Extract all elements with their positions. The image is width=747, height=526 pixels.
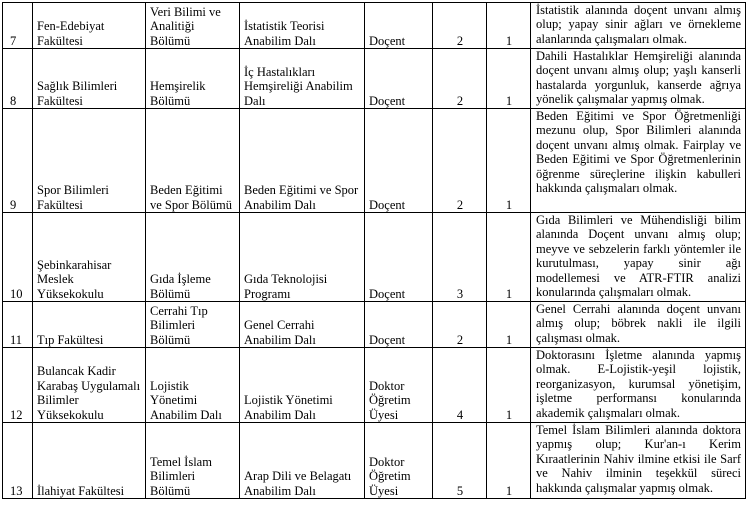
description-cell bbox=[531, 109, 746, 213]
count2-cell: 1 bbox=[487, 348, 531, 423]
department-cell: Cerrahi Tıp Bilimleri Bölümü bbox=[146, 302, 240, 348]
title-cell: Doktor Öğretim Üyesi bbox=[365, 423, 433, 499]
department-cell: Hemşirelik Bölümü bbox=[146, 49, 240, 109]
row-number: 7 bbox=[3, 3, 33, 49]
table-row bbox=[3, 348, 746, 423]
department-cell: Veri Bilimi ve Analitiği Bölümü bbox=[146, 3, 240, 49]
table-row bbox=[3, 3, 746, 49]
count1-cell: 2 bbox=[433, 302, 487, 348]
row-number: 12 bbox=[3, 348, 33, 423]
description-text: İstatistik alanında doçent unvanı almış olup; yapay sinir ağları ve örnekleme alanlarında çalışmaları olmak. bbox=[536, 3, 741, 46]
count1-cell: 2 bbox=[433, 49, 487, 109]
faculty-cell: İlahiyat Fakültesi bbox=[33, 423, 146, 499]
count1-cell: 2 bbox=[433, 109, 487, 213]
description-cell bbox=[531, 213, 746, 302]
description-cell bbox=[531, 348, 746, 423]
row-number: 11 bbox=[3, 302, 33, 348]
description-cell bbox=[531, 49, 746, 109]
description-cell bbox=[531, 3, 746, 49]
faculty-cell: Fen-Edebiyat Fakültesi bbox=[33, 3, 146, 49]
faculty-cell: Spor Bilimleri Fakültesi bbox=[33, 109, 146, 213]
description-text: Genel Cerrahi alanında doçent unvanı almış olup; böbrek nakli ile ilgili çalışması olmak. bbox=[536, 302, 741, 345]
count2-cell: 1 bbox=[487, 302, 531, 348]
faculty-cell: Tıp Fakültesi bbox=[33, 302, 146, 348]
title-cell: Doçent bbox=[365, 302, 433, 348]
table-row bbox=[3, 302, 746, 348]
faculty-cell: Bulancak Kadir Karabaş Uygulamalı Bilimler Yüksekokulu bbox=[33, 348, 146, 423]
division-cell: Gıda Teknolojisi Programı bbox=[240, 213, 365, 302]
count2-cell: 1 bbox=[487, 423, 531, 499]
faculty-cell: Şebinkarahisar Meslek Yüksekokulu bbox=[33, 213, 146, 302]
faculty-cell: Sağlık Bilimleri Fakültesi bbox=[33, 49, 146, 109]
title-cell: Doçent bbox=[365, 49, 433, 109]
department-cell: Lojistik Yönetimi Anabilim Dalı bbox=[146, 348, 240, 423]
count2-cell: 1 bbox=[487, 109, 531, 213]
division-cell: Genel Cerrahi Anabilim Dalı bbox=[240, 302, 365, 348]
row-number: 8 bbox=[3, 49, 33, 109]
count1-cell: 3 bbox=[433, 213, 487, 302]
table-row bbox=[3, 109, 746, 213]
division-cell: Beden Eğitimi ve Spor Anabilim Dalı bbox=[240, 109, 365, 213]
table-row bbox=[3, 49, 746, 109]
description-text: Beden Eğitimi ve Spor Öğretmenliği mezunu olup, Spor Bilimleri alanında doçent unvanı almış olmak. Fairplay ve Beden Eğitimi ve Spor Öğretmenlerinin öğrenme süreçlerine ilişkin kabulleri hakkında çalışmaları olmak. bbox=[536, 109, 741, 196]
description-cell bbox=[531, 423, 746, 499]
department-cell: Gıda İşleme Bölümü bbox=[146, 213, 240, 302]
department-cell: Beden Eğitimi ve Spor Bölümü bbox=[146, 109, 240, 213]
division-cell: İç Hastalıkları Hemşireliği Anabilim Dalı bbox=[240, 49, 365, 109]
description-text: Dahili Hastalıklar Hemşireliği alanında doçent unvanı almış olup; yaşlı kanserli hastalarda yorgunluk, kanserde ağrıya yönelik çalışmalar yapmış olmak. bbox=[536, 49, 741, 107]
row-number: 9 bbox=[3, 109, 33, 213]
title-cell: Doktor Öğretim Üyesi bbox=[365, 348, 433, 423]
row-number: 13 bbox=[3, 423, 33, 499]
count2-cell: 1 bbox=[487, 3, 531, 49]
row-number: 10 bbox=[3, 213, 33, 302]
department-cell: Temel İslam Bilimleri Bölümü bbox=[146, 423, 240, 499]
description-text: Gıda Bilimleri ve Mühendisliği bilim alanında Doçent unvanı almış olup; meyve ve sebzelerin farklı yöntemler ile kurutulması, yapay sinir ağı modellemesi ve ATR-FTIR analizi konularında çalışmaları olmak. bbox=[536, 213, 741, 300]
title-cell: Doçent bbox=[365, 109, 433, 213]
count1-cell: 5 bbox=[433, 423, 487, 499]
division-cell: İstatistik Teorisi Anabilim Dalı bbox=[240, 3, 365, 49]
faculty-positions-table bbox=[2, 2, 746, 499]
description-cell bbox=[531, 302, 746, 348]
description-text: Temel İslam Bilimleri alanında doktora yapmış olup; Kur'an-ı Kerim Kıraatlerinin Nahiv ilmine etkisi ile Sarf ve Nahiv ilminin teşekkül süreci hakkında çalışmalar yapmış olmak. bbox=[536, 423, 741, 495]
count1-cell: 2 bbox=[433, 3, 487, 49]
count2-cell: 1 bbox=[487, 213, 531, 302]
table-row bbox=[3, 213, 746, 302]
division-cell: Arap Dili ve Belagatı Anabilim Dalı bbox=[240, 423, 365, 499]
division-cell: Lojistik Yönetimi Anabilim Dalı bbox=[240, 348, 365, 423]
table-row bbox=[3, 423, 746, 499]
count1-cell: 4 bbox=[433, 348, 487, 423]
description-text: Doktorasını İşletme alanında yapmış olmak. E-Lojistik-yeşil lojistik, reorganizasyon, kurumsal yönetişim, işletme performansı konularında akademik çalışmaları olmak. bbox=[536, 348, 741, 420]
title-cell: Doçent bbox=[365, 3, 433, 49]
count2-cell: 1 bbox=[487, 49, 531, 109]
title-cell: Doçent bbox=[365, 213, 433, 302]
